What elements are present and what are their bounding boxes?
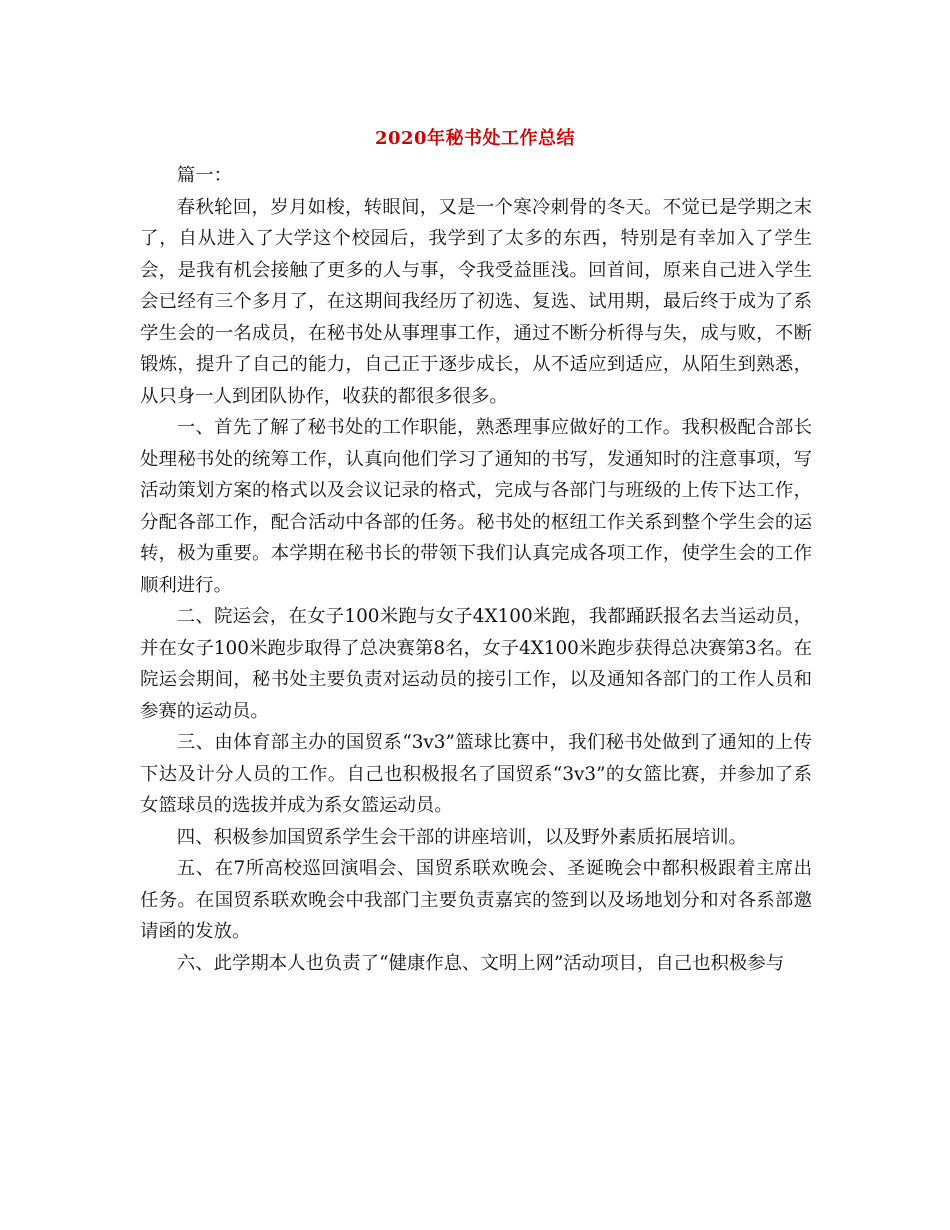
paragraph-item-4: 四、积极参加国贸系学生会干部的讲座培训，以及野外素质拓展培训。 <box>176 826 747 848</box>
document-body <box>140 160 812 979</box>
paragraph-item-3: 三、由体育部主办的国贸系“3v3”篮球比赛中，我们秘书处做到了通知的上传下达及计分人员的工作。自己也积极报名了国贸系“3v3”的女篮比赛，并参加了系女篮球员的选拔并成为系女篮运动员。 <box>140 732 812 816</box>
paragraph-item-2: 二、院运会，在女子100米跑与女子4X100米跑，我都踊跃报名去当运动员，并在女子100米跑步取得了总决赛第8名，女子4X100米跑步获得总决赛第3名。在院运会期间，秘书处主要负责对运动员的接引工作，以及通知各部门的工作人员和参赛的运动员。 <box>140 606 812 722</box>
paragraph-intro: 春秋轮回，岁月如梭，转眼间，又是一个寒冷刺骨的冬天。不觉已是学期之末了，自从进入了大学这个校园后，我学到了太多的东西，特别是有幸加入了学生会，是我有机会接触了更多的人与事，令我受益匪浅。回首间，原来自己进入学生会已经有三个多月了，在这期间我经历了初选、复选、试用期，最后终于成为了系学生会的一名成员，在秘书处从事理事工作，通过不断分析得与失，成与败，不断锻炼，提升了自己的能力，自己正于逐步成长，从不适应到适应，从陌生到熟悉，从只身一人到团队协作，收获的都很多很多。 <box>140 196 812 407</box>
paragraph-section-label: 篇一： <box>176 165 232 186</box>
paragraph-item-1: 一、首先了解了秘书处的工作职能，熟悉理事应做好的工作。我积极配合部长处理秘书处的统筹工作，认真向他们学习了通知的书写，发通知时的注意事项，写活动策划方案的格式以及会议记录的格式，完成与各部门与班级的上传下达工作，分配各部工作，配合活动中各部的任务。秘书处的枢纽工作关系到整个学生会的运转，极为重要。本学期在秘书长的带领下我们认真完成各项工作，使学生会的工作顺利进行。 <box>140 417 812 596</box>
paragraph-item-5: 五、在7所高校巡回演唱会、国贸系联欢晚会、圣诞晚会中都积极跟着主席出任务。在国贸系联欢晚会中我部门主要负责嘉宾的签到以及场地划分和对各系部邀请函的发放。 <box>140 858 812 942</box>
paragraph-item-6: 六、此学期本人也负责了“健康作息、文明上网”活动项目，自己也积极参与 <box>176 952 785 974</box>
document-title: 2020年秘书处工作总结 <box>374 128 576 149</box>
